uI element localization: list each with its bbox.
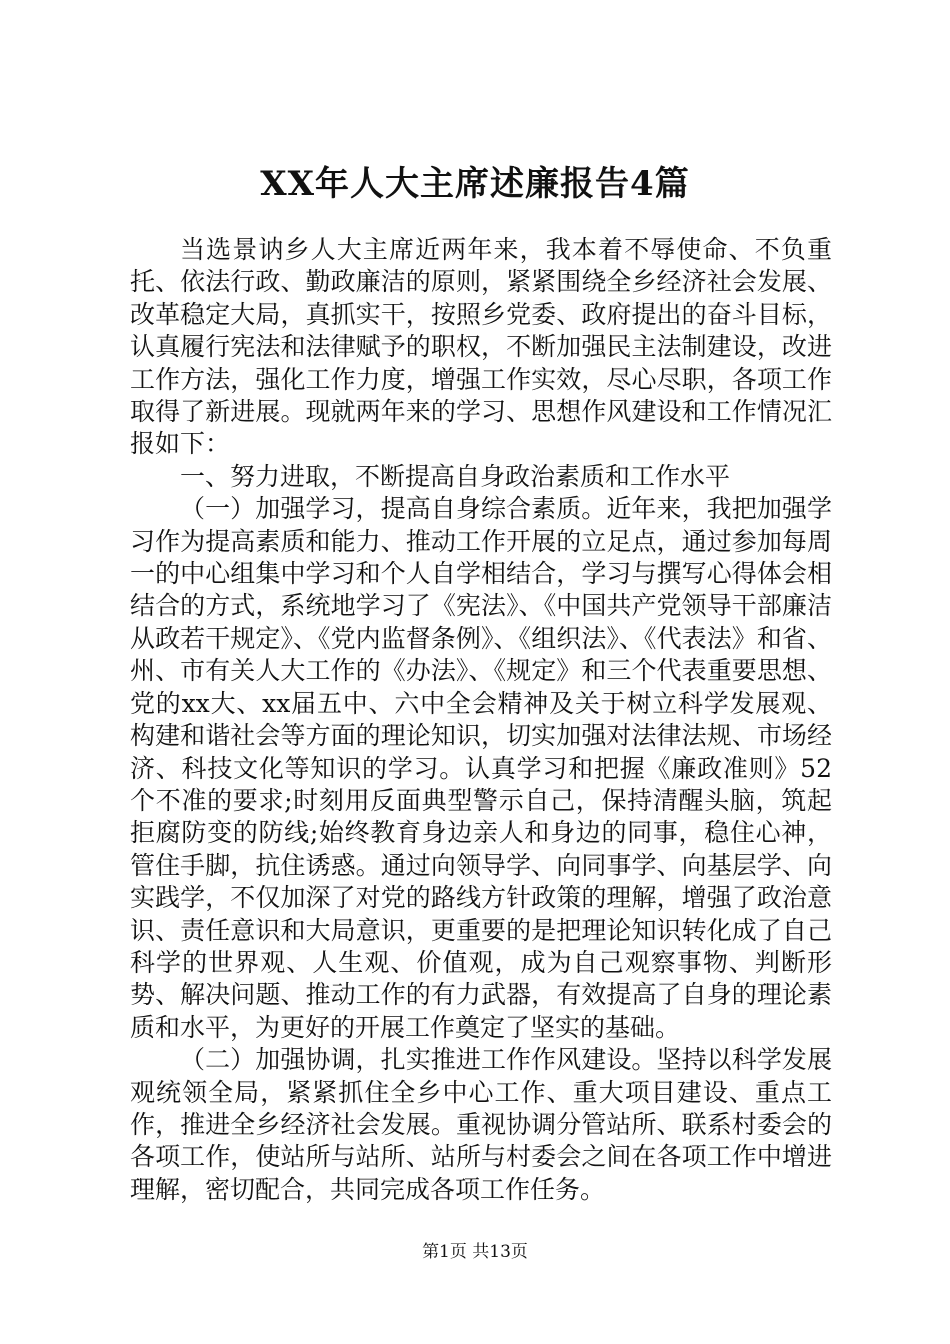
- section-heading: 一、努力进取，不断提高自身政治素质和工作水平: [180, 461, 731, 491]
- subsection-paragraph-1: （一）加强学习，提高自身综合素质。近年来，我把加强学习作为提高素质和能力、推动工作开展的立足点，通过参加每周一的中心组集中学习和个人自学相结合，学习与撰写心得体会相结合的方式，系统地学习了《宪法》、《中国共产党领导干部廉洁从政若干规定》、《党内监督条例》、《组织法》、《代表法》和省、州、市有关人大工作的《办法》、《规定》和三个代表重要思想、党的xx大、xx届五中、六中全会精神及关于树立科学发展观、构建和谐社会等方面的理论知识，切实加强对法律法规、市场经济、科技文化等知识的学习。认真学习和把握《廉政准则》52个不准的要求;时刻用反面典型警示自己，保持清醒头脑，筑起拒腐防变的防线;始终教育身边亲人和身边的同事，稳住心神，管住手脚，抗住诱惑。通过向领导学、向同事学、向基层学、向实践学，不仅加深了对党的路线方针政策的理解，增强了政治意识、责任意识和大局意识，更重要的是把理论知识转化成了自己科学的世界观、人生观、价值观，成为自己观察事物、判断形势、解决问题、推动工作的有力武器，有效提高了自身的理论素质和水平，为更好的开展工作奠定了坚实的基础。: [130, 494, 832, 1042]
- subsection-paragraph-2: （二）加强协调，扎实推进工作作风建设。坚持以科学发展观统领全局，紧紧抓住全乡中心工作、重大项目建设、重点工作，推进全乡经济社会发展。重视协调分管站所、联系村委会的各项工作，使站所与站所、站所与村委会之间在各项工作中增进理解，密切配合，共同完成各项工作任务。: [130, 1045, 832, 1204]
- page-footer: 第1页 共13页: [422, 1242, 528, 1262]
- document-body: [130, 234, 832, 1206]
- intro-paragraph: 当选景讷乡人大主席近两年来，我本着不辱使命、不负重托、依法行政、勤政廉洁的原则，紧紧围绕全乡经济社会发展、改革稳定大局，真抓实干，按照乡党委、政府提出的奋斗目标，认真履行宪法和法律赋予的职权，不断加强民主法制建设，改进工作方法，强化工作力度，增强工作实效，尽心尽职，各项工作取得了新进展。现就两年来的学习、思想作风建设和工作情况汇报如下：: [130, 235, 832, 459]
- document-title: XX年人大主席述廉报告4篇: [260, 164, 690, 204]
